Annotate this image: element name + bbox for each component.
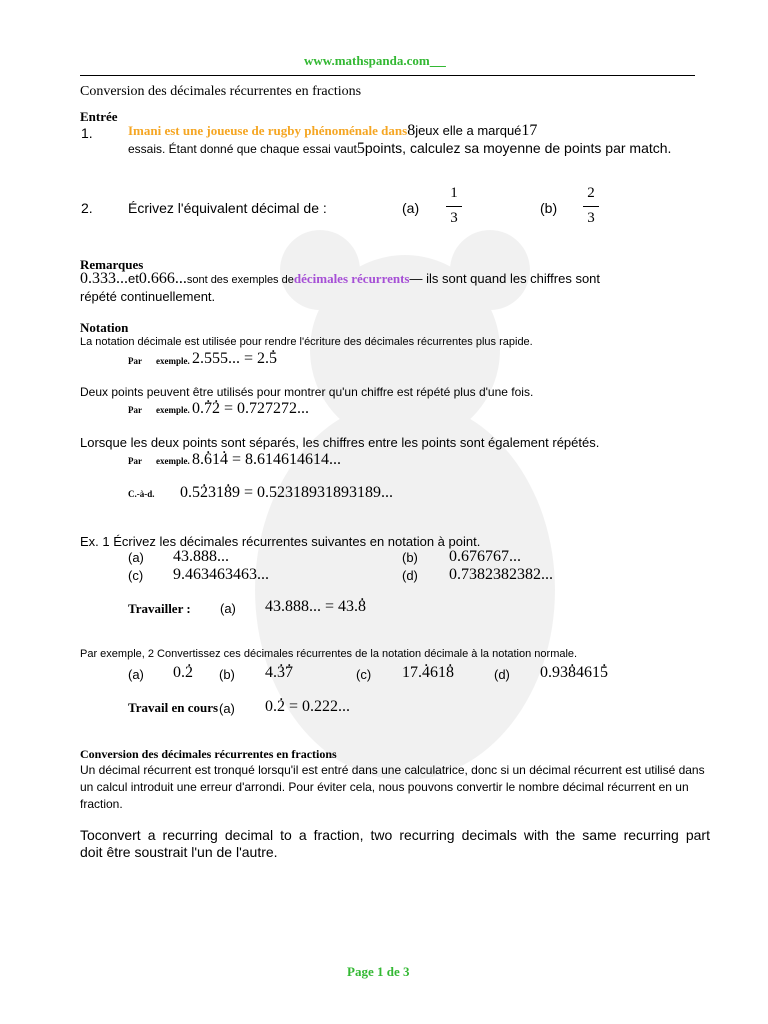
conversion-p2-line2: doit être soustrait l'un de l'autre.: [80, 844, 278, 860]
ex1-c-value: 9.463463463...: [173, 566, 269, 583]
cad-label: C.-à-d.: [128, 489, 155, 499]
example-8614: 8.. 61. 4 = 8.614614614...: [192, 451, 341, 469]
notation-intro: La notation décimale est utilisée pour rendre l'écriture des décimales récurrentes plus rapide.: [80, 336, 533, 348]
separated-text: Lorsque les deux points sont séparés, les chiffres entre les points sont également répétés.: [80, 435, 600, 450]
travailler-label: Travailler :: [128, 601, 191, 616]
ex1-worked-answer: 43.888... = 43.. 8: [265, 598, 366, 616]
en-cours-a-label: (a): [219, 701, 235, 716]
exemple-label-2: exemple.: [156, 405, 190, 415]
example-0523189: 0.5. 231. 89 = 0.52318931893189...: [180, 484, 393, 502]
ex2-worked-answer: 0.. 2 = 0.222...: [265, 698, 350, 716]
ex2-b-value: 4.. 3. 7: [265, 664, 293, 682]
q1-line1: Imani est une joueuse de rugby phénoménale dans8jeux elle a marqué17: [128, 122, 538, 139]
par-label-1: Par: [128, 356, 142, 366]
par-label-3: Par: [128, 456, 142, 466]
ex1-d-value: 0.7382382382...: [449, 566, 553, 583]
travailler-a-label: (a): [220, 601, 236, 616]
conversion-p1-line1: Un décimal récurrent est tronqué lorsqu'il est entré dans une calculatrice, donc si un décimal récurrent est utilisé dans: [80, 763, 705, 777]
conversion-p1-line2: un calcul introduit une erreur d'arrondi. Pour éviter cela, nous pouvons convertir le nombre décimal récurrent en un: [80, 780, 689, 794]
remarques-line2: répété continuellement.: [80, 289, 216, 304]
page-number: Page 1 de 3: [347, 964, 410, 979]
ex1-a-value: 43.888...: [173, 548, 229, 565]
en-cours-label: Travail en cours: [128, 700, 219, 715]
two-points-text: Deux points peuvent être utilisés pour montrer qu'un chiffre est répété plus d'une fois.: [80, 385, 534, 399]
header-rule: [80, 75, 695, 76]
q2-number: 2.: [81, 200, 93, 216]
ex2-d-label: (d): [494, 667, 510, 682]
par-label-2: Par: [128, 405, 142, 415]
ex2-c-label: (c): [356, 667, 372, 682]
ex1-a-label: (a): [128, 550, 144, 565]
remarques-line1: 0.333...et0.666...sont des exemples dedécimales récurrents— ils sont quand les chiffres sont: [80, 270, 601, 287]
conversion-p2-line1: Toconvert a recurring decimal to a fraction, two recurring decimals with the same recurring part: [80, 827, 710, 843]
entree-heading: Entrée: [80, 109, 118, 124]
ex2-a-label: (a): [128, 667, 144, 682]
q2-b-label: (b): [540, 200, 558, 216]
ex1-b-label: (b): [402, 550, 418, 565]
q2-a-label: (a): [402, 200, 420, 216]
doc-title: Conversion des décimales récurrentes en fractions: [80, 84, 362, 99]
ex1-c-label: (c): [128, 568, 144, 583]
q1-number: 1.: [81, 125, 93, 141]
conversion-heading: Conversion des décimales récurrentes en fractions: [80, 747, 337, 761]
ex2-b-label: (b): [219, 667, 235, 682]
q1-line2: essais. Étant donné que chaque essai vaut5points, calculez sa moyenne de points par match.: [128, 140, 672, 157]
fraction-two-thirds: 2 3: [583, 185, 599, 227]
exemple-label-3: exemple.: [156, 456, 190, 466]
remarques-heading: Remarques: [80, 257, 144, 272]
ex2-title: Par exemple, 2 Convertissez ces décimales récurrentes de la notation décimale à la notation normale.: [80, 648, 578, 660]
site-link[interactable]: www.mathspanda.com: [304, 53, 430, 68]
example-2555: 2.555... = 2.. 5: [192, 350, 277, 368]
ex1-d-label: (d): [402, 568, 418, 583]
example-072: 0.. 7. 2 = 0.727272...: [192, 400, 309, 418]
fraction-one-third: 1 3: [446, 185, 462, 227]
exemple-label-1: exemple.: [156, 356, 190, 366]
ex2-c-value: 17.. 461. 8: [402, 664, 454, 682]
ex1-b-value: 0.676767...: [449, 548, 521, 565]
q2-text: Écrivez l'équivalent décimal de :: [128, 200, 327, 216]
ex2-d-value: 0.93. 8461. 5: [540, 664, 608, 682]
ex1-title: Ex. 1 Écrivez les décimales récurrentes suivantes en notation à point.: [80, 534, 481, 549]
conversion-p1-line3: fraction.: [80, 797, 123, 811]
notation-heading: Notation: [80, 320, 129, 335]
ex2-a-value: 0.. 2: [173, 664, 193, 682]
